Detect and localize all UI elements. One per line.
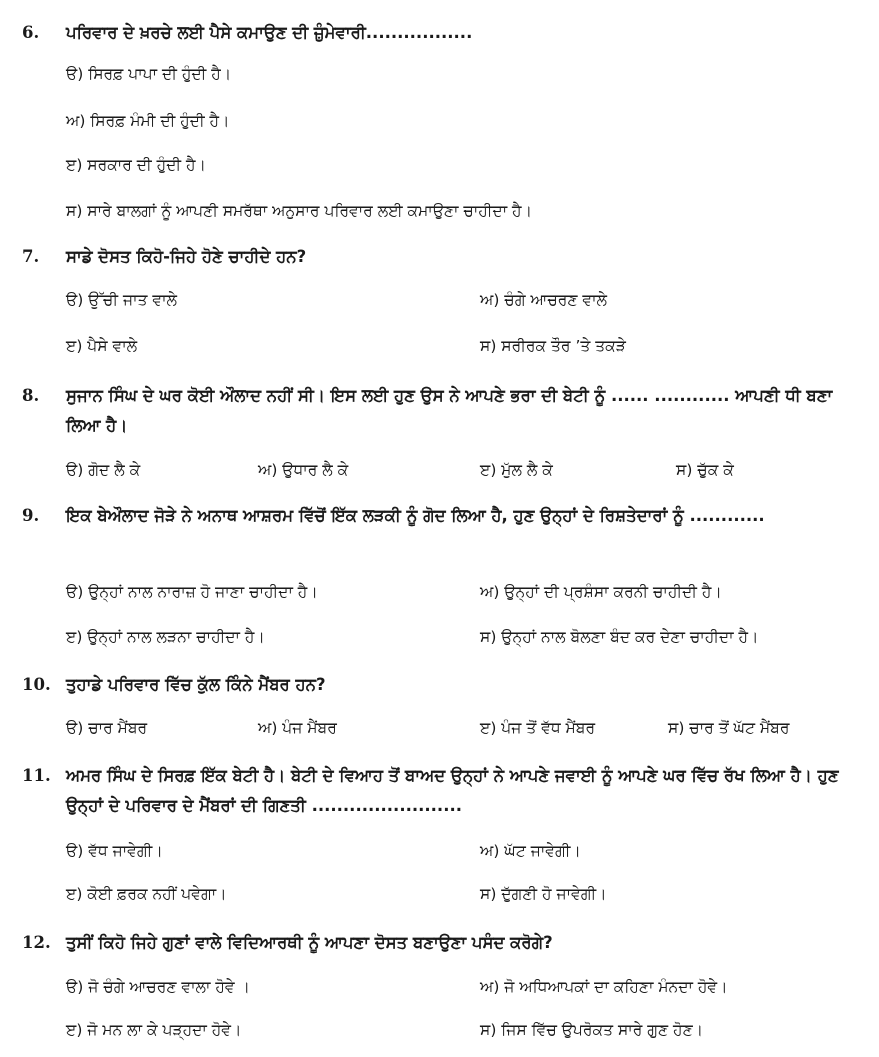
question-text: ਇਕ ਬੇਔਲਾਦ ਜੋੜੇ ਨੇ ਅਨਾਥ ਆਸ਼ਰਮ ਵਿੱਚੋਂ ਇੱਕ ਲੜਕੀ ਨੂੰ ਗੋਦ ਲਿਆ ਹੈ, ਹੁਣ ਉਨ੍ਹਾਂ ਦੇ ਰਿਸ਼ਤੇਦਾਰਾਂ ਨੂੰ ............ — [66, 506, 765, 525]
option-c[interactable]: ੲ) ਸਰਕਾਰ ਦੀ ਹੁੰਦੀ ਹੈ। — [66, 156, 206, 174]
question-6 — [22, 18, 867, 48]
option-d[interactable]: ਸ) ਚਾਰ ਤੋਂ ਘੱਟ ਮੈਂਬਰ — [668, 719, 790, 737]
option-b[interactable]: ਅ) ਚੰਗੇ ਆਚਰਣ ਵਾਲੇ — [480, 291, 608, 309]
option-a[interactable]: ੳ) ਸਿਰਫ਼ ਪਾਪਾ ਦੀ ਹੁੰਦੀ ਹੈ। — [66, 65, 232, 83]
question-text: ਤੁਹਾਡੇ ਪਰਿਵਾਰ ਵਿੱਚ ਕੁੱਲ ਕਿੰਨੇ ਮੈਂਬਰ ਹਨ? — [66, 675, 326, 694]
question-number: 6. — [22, 23, 40, 42]
option-a[interactable]: ੳ) ਉੱਚੀ ਜਾਤ ਵਾਲੇ — [66, 291, 177, 309]
question-7 — [22, 242, 867, 272]
option-a[interactable]: ੳ) ਗੋਦ ਲੈ ਕੇ — [66, 461, 141, 479]
option-c[interactable]: ੲ) ਉਨ੍ਹਾਂ ਨਾਲ ਲੜਨਾ ਚਾਹੀਦਾ ਹੈ। — [66, 628, 265, 646]
question-12 — [22, 928, 867, 958]
question-number: 7. — [22, 247, 40, 266]
option-a[interactable]: ੳ) ਚਾਰ ਮੈਂਬਰ — [66, 719, 148, 737]
option-b[interactable]: ਅ) ਪੰਜ ਮੈਂਬਰ — [258, 719, 337, 737]
option-d[interactable]: ਸ) ਉਨ੍ਹਾਂ ਨਾਲ ਬੋਲਣਾ ਬੰਦ ਕਰ ਦੇਣਾ ਚਾਹੀਦਾ ਹੈ। — [480, 628, 759, 646]
option-c[interactable]: ੲ) ਕੋਈ ਫ਼ਰਕ ਨਹੀਂ ਪਵੇਗਾ। — [66, 885, 227, 903]
option-b[interactable]: ਅ) ਉਧਾਰ ਲੈ ਕੇ — [258, 461, 349, 479]
option-b[interactable]: ਅ) ਸਿਰਫ਼ ਮੰਮੀ ਦੀ ਹੁੰਦੀ ਹੈ। — [66, 112, 230, 130]
option-a[interactable]: ੳ) ਵੱਧ ਜਾਵੇਗੀ। — [66, 842, 163, 860]
option-c[interactable]: ੲ) ਪੰਜ ਤੋਂ ਵੱਧ ਮੈਂਬਰ — [480, 719, 596, 737]
question-8 — [22, 381, 867, 441]
option-b[interactable]: ਅ) ਘੱਟ ਜਾਵੇਗੀ। — [480, 842, 581, 860]
option-b[interactable]: ਅ) ਉਨ੍ਹਾਂ ਦੀ ਪ੍ਰਸ਼ੰਸਾ ਕਰਨੀ ਚਾਹੀਦੀ ਹੈ। — [480, 583, 722, 601]
question-text: ਅਮਰ ਸਿੰਘ ਦੇ ਸਿਰਫ਼ ਇੱਕ ਬੇਟੀ ਹੈ। ਬੇਟੀ ਦੇ ਵਿਆਹ ਤੋਂ ਬਾਅਦ ਉਨ੍ਹਾਂ ਨੇ ਆਪਣੇ ਜਵਾਈ ਨੂੰ ਆਪਣੇ ਘਰ ਵਿੱਚ ਰੱਖ ਲਿਆ ਹੈ। ਹੁਣ ਉਨ੍ਹਾਂ ਦੇ ਪਰਿਵਾਰ ਦੇ ਮੈਂਬਰਾਂ ਦੀ ਗਿਣਤੀ ........................ — [66, 766, 839, 815]
question-11 — [22, 761, 867, 821]
question-text: ਪਰਿਵਾਰ ਦੇ ਖ਼ਰਚੇ ਲਈ ਪੈਸੇ ਕਮਾਉਣ ਦੀ ਜ਼ੁੰਮੇਵਾਰੀ................. — [66, 23, 473, 42]
question-number: 11. — [22, 766, 51, 785]
question-text: ਤੁਸੀਂ ਕਿਹੋ ਜਿਹੇ ਗੁਣਾਂ ਵਾਲੇ ਵਿਦਿਆਰਥੀ ਨੂੰ ਆਪਣਾ ਦੋਸਤ ਬਣਾਉਣਾ ਪਸੰਦ ਕਰੋਗੇ? — [66, 933, 553, 952]
question-9 — [22, 501, 867, 531]
option-a[interactable]: ੳ) ਜੋ ਚੰਗੇ ਆਚਰਣ ਵਾਲਾ ਹੋਵੇ । — [66, 978, 250, 996]
question-10 — [22, 670, 867, 700]
option-b[interactable]: ਅ) ਜੋ ਅਧਿਆਪਕਾਂ ਦਾ ਕਹਿਣਾ ਮੰਨਦਾ ਹੋਵੇ। — [480, 978, 728, 996]
question-number: 8. — [22, 386, 40, 405]
question-number: 10. — [22, 675, 51, 694]
question-text: ਸੁਜਾਨ ਸਿੰਘ ਦੇ ਘਰ ਕੋਈ ਔਲਾਦ ਨਹੀਂ ਸੀ। ਇਸ ਲਈ ਹੁਣ ਉਸ ਨੇ ਆਪਣੇ ਭਰਾ ਦੀ ਬੇਟੀ ਨੂੰ ...... ............ ਆਪਣੀ ਧੀ ਬਣਾ ਲਿਆ ਹੈ। — [66, 386, 833, 435]
question-number: 12. — [22, 933, 51, 952]
option-d[interactable]: ਸ) ਚੁੱਕ ਕੇ — [676, 461, 734, 479]
option-c[interactable]: ੲ) ਮੁੱਲ ਲੈ ਕੇ — [480, 461, 553, 479]
question-number: 9. — [22, 506, 40, 525]
option-d[interactable]: ਸ) ਸਰੀਰਕ ਤੌਰ ’ਤੇ ਤਕੜੇ — [480, 337, 626, 355]
option-d[interactable]: ਸ) ਸਾਰੇ ਬਾਲਗਾਂ ਨੂੰ ਆਪਣੀ ਸਮਰੱਥਾ ਅਨੁਸਾਰ ਪਰਿਵਾਰ ਲਈ ਕਮਾਉਣਾ ਚਾਹੀਦਾ ਹੈ। — [66, 202, 533, 220]
option-d[interactable]: ਸ) ਜਿਸ ਵਿੱਚ ਉਪਰੋਕਤ ਸਾਰੇ ਗੁਣ ਹੋਣ। — [480, 1021, 704, 1039]
option-d[interactable]: ਸ) ਦੁੱਗਣੀ ਹੋ ਜਾਵੇਗੀ। — [480, 885, 607, 903]
option-c[interactable]: ੲ) ਜੋ ਮਨ ਲਾ ਕੇ ਪੜ੍ਹਦਾ ਹੋਵੇ। — [66, 1021, 242, 1039]
option-c[interactable]: ੲ) ਪੈਸੇ ਵਾਲੇ — [66, 337, 138, 355]
question-text: ਸਾਡੇ ਦੋਸਤ ਕਿਹੋ-ਜਿਹੇ ਹੋਣੇ ਚਾਹੀਦੇ ਹਨ? — [66, 247, 307, 266]
option-a[interactable]: ੳ) ਉਨ੍ਹਾਂ ਨਾਲ ਨਾਰਾਜ਼ ਹੋ ਜਾਣਾ ਚਾਹੀਦਾ ਹੈ। — [66, 583, 318, 601]
